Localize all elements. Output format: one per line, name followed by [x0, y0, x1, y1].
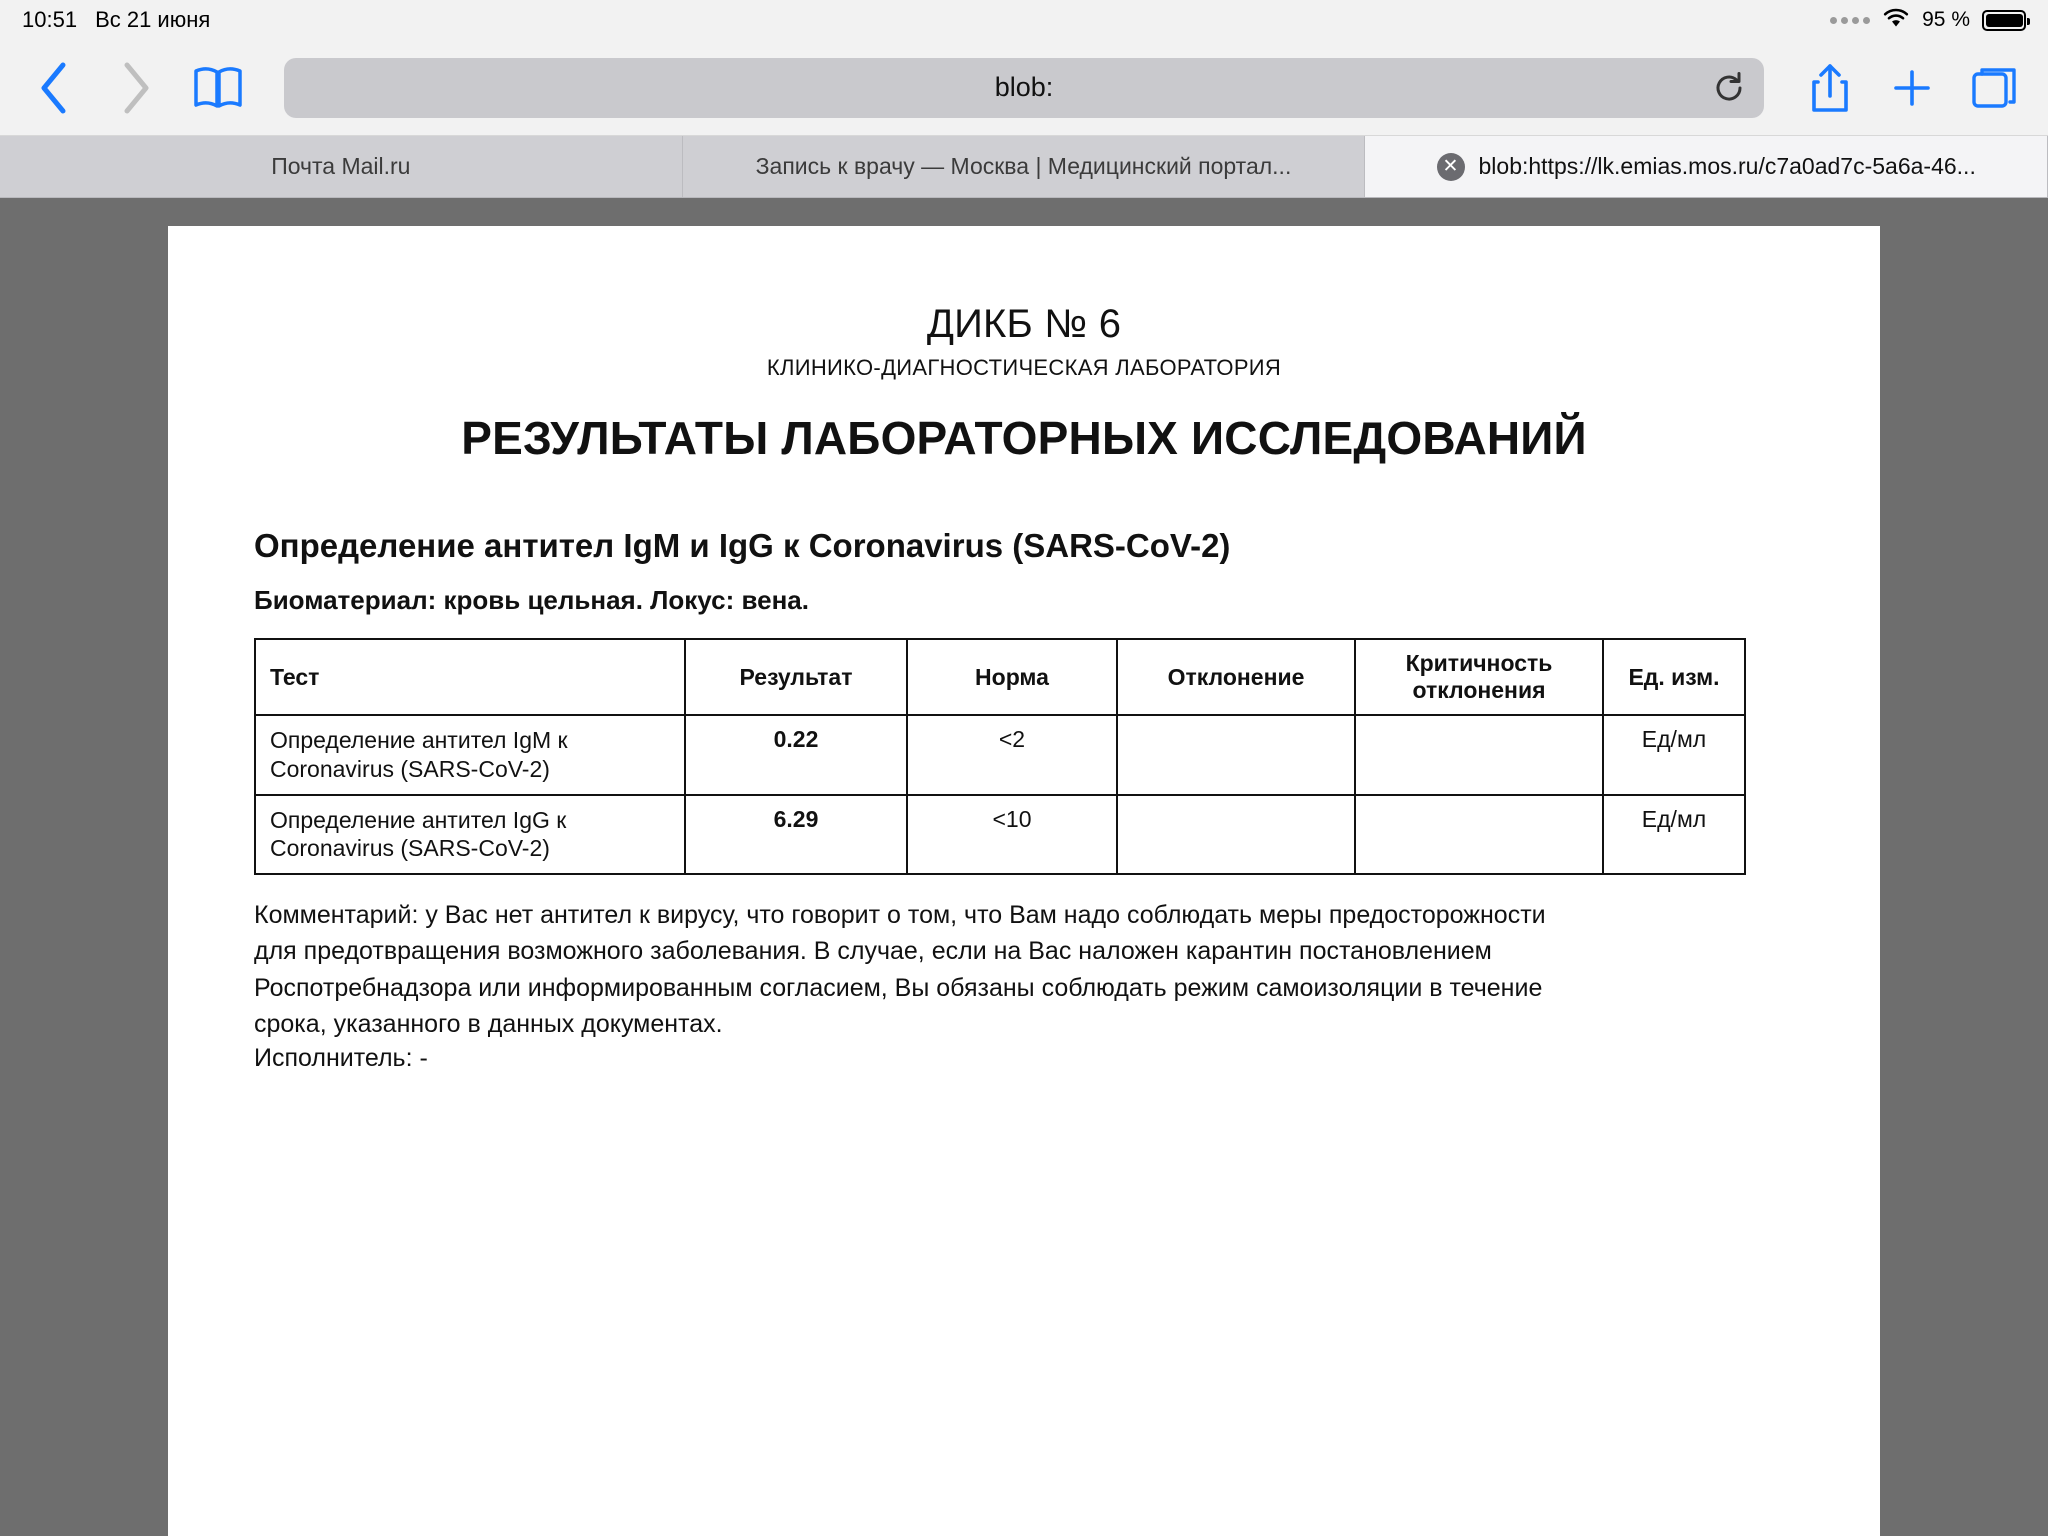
cell-deviation — [1117, 715, 1355, 795]
document-body — [168, 302, 1880, 1073]
header-criticality: Критичность отклонения — [1355, 639, 1603, 715]
share-icon[interactable] — [1802, 60, 1858, 116]
header-deviation: Отклонение — [1117, 639, 1355, 715]
table-row — [255, 795, 1745, 875]
cell-norm: <2 — [907, 715, 1117, 795]
battery-percent-label: 95 % — [1922, 8, 1970, 31]
tab-doctor-appointment[interactable] — [683, 136, 1366, 197]
biomaterial-line: Биоматериал: кровь цельная. Локус: вена. — [254, 585, 809, 615]
header-norm: Норма — [907, 639, 1117, 715]
battery-icon — [1982, 10, 2026, 31]
tab-mail-ru[interactable] — [0, 136, 683, 197]
cell-norm: <10 — [907, 795, 1117, 875]
status-bar-left — [22, 7, 210, 33]
tab-blob-emias[interactable] — [1365, 136, 2048, 197]
cell-unit: Ед/мл — [1603, 715, 1745, 795]
cell-result: 6.29 — [685, 795, 907, 875]
lab-report-document — [168, 226, 1880, 1536]
header-test: Тест — [255, 639, 685, 715]
cell-criticality — [1355, 795, 1603, 875]
results-table — [254, 638, 1746, 875]
page-viewport — [0, 198, 2048, 1536]
cell-unit: Ед/мл — [1603, 795, 1745, 875]
clinic-name: ДИКБ № 6 — [926, 302, 1122, 346]
wifi-icon — [1882, 6, 1910, 34]
tab-label: blob:https://lk.emias.mos.ru/c7a0ad7c-5a6a-46... — [1478, 153, 1976, 179]
new-tab-button[interactable] — [1884, 60, 1940, 116]
cell-deviation — [1117, 795, 1355, 875]
address-bar[interactable] — [284, 58, 1764, 118]
ios-status-bar — [0, 0, 2048, 40]
signal-dots-icon — [1830, 17, 1870, 24]
cell-result: 0.22 — [685, 715, 907, 795]
show-tabs-button[interactable] — [1966, 60, 2022, 116]
browser-toolbar — [0, 40, 2048, 136]
table-row — [255, 715, 1745, 795]
comment-text: Комментарий: у Вас нет антител к вирусу, что говорит о том, что Вам надо соблюдать меры предосторожности для предотвращения возможного заболевания. В случае, если на Вас наложен карантин постановлением Роспотребнадзора или информированным согласием, Вы обязаны соблюдать режим самоизоляции в течение срока, указанного в данных документах. — [254, 901, 1546, 1038]
address-bar-url: blob: — [994, 72, 1054, 102]
browser-tab-bar — [0, 136, 2048, 198]
table-header-row — [255, 639, 1745, 715]
cell-test: Определение антител IgM к Coronavirus (SARS-CoV-2) — [255, 715, 685, 795]
status-bar-right — [1830, 0, 2026, 40]
back-button[interactable] — [26, 60, 82, 116]
close-icon[interactable]: ✕ — [1437, 153, 1465, 181]
header-result: Результат — [685, 639, 907, 715]
status-date: Вс 21 июня — [95, 7, 211, 32]
study-title: Определение антител IgM и IgG к Coronavirus (SARS-CoV-2) — [254, 527, 1231, 564]
tab-label: Почта Mail.ru — [271, 153, 411, 179]
performer-text: Исполнитель: - — [254, 1044, 428, 1072]
reload-icon[interactable] — [1712, 71, 1746, 105]
page-title: РЕЗУЛЬТАТЫ ЛАБОРАТОРНЫХ ИССЛЕДОВАНИЙ — [461, 412, 1587, 464]
laboratory-name: КЛИНИКО-ДИАГНОСТИЧЕСКАЯ ЛАБОРАТОРИЯ — [766, 355, 1282, 380]
forward-button[interactable] — [108, 60, 164, 116]
cell-criticality — [1355, 715, 1603, 795]
cell-test: Определение антител IgG к Coronavirus (SARS-CoV-2) — [255, 795, 685, 875]
tab-label: Запись к врачу — Москва | Медицинский портал... — [755, 153, 1292, 179]
status-time: 10:51 — [22, 7, 78, 32]
header-unit: Ед. изм. — [1603, 639, 1745, 715]
bookmarks-button[interactable] — [190, 60, 246, 116]
